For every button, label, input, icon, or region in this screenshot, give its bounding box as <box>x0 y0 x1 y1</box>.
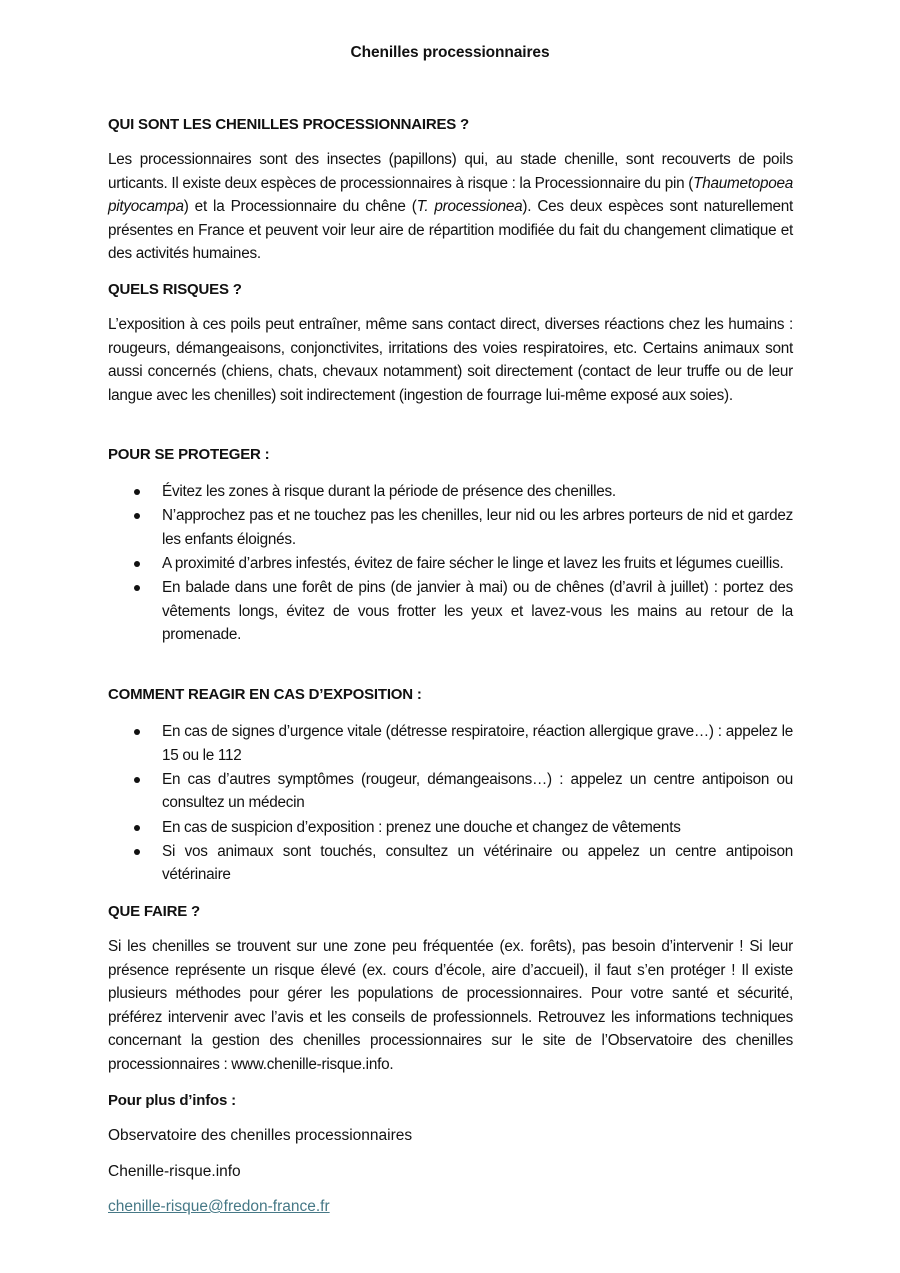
section-paragraph-risks: L’exposition à ces poils peut entraîner, même sans contact direct, diverses réactions chez les humains : rougeurs, démangeaisons, conjonctivites, irritations des voies respiratoires, etc. Certains animaux sont aussi concernés (chiens, chats, chevaux notamment) soit directement (contact de leur truffe ou de leur langue avec les chenilles) soit indirectement (ingestion de fourrage lui-même exposé aux soies). <box>108 316 793 404</box>
bullet-icon <box>134 777 140 783</box>
list-item <box>108 840 793 887</box>
bullet-icon <box>134 825 140 831</box>
list-item-text: En cas de signes d’urgence vitale (détresse respiratoire, réaction allergique grave…) : appelez le 15 ou le 112 <box>162 723 793 764</box>
bullet-icon <box>134 489 140 495</box>
list-item-text: En cas de suspicion d’exposition : prenez une douche et changez de vêtements <box>162 818 681 836</box>
list-item <box>108 768 793 815</box>
protect-list <box>108 480 793 648</box>
list-item-text: Si vos animaux sont touchés, consultez un vétérinaire ou appelez un centre antipoison vétérinaire <box>162 842 793 884</box>
document-title: Chenilles processionnaires <box>350 44 550 61</box>
list-item <box>108 552 793 576</box>
list-item-text: N’approchez pas et ne touchez pas les chenilles, leur nid ou les arbres porteurs de nid et gardez les enfants éloignés. <box>162 507 793 548</box>
list-item-text: En cas d’autres symptômes (rougeur, démangeaisons…) : appelez un centre antipoison ou consultez un médecin <box>162 770 793 812</box>
bullet-icon <box>134 849 140 855</box>
list-item <box>108 576 793 647</box>
section-heading-protect: POUR SE PROTEGER : <box>108 446 270 463</box>
section-paragraph-what-to-do: Si les chenilles se trouvent sur une zone peu fréquentée (ex. forêts), pas besoin d’intervenir ! Si leur présence représente un risque élevé (ex. cours d’école, aire d’accueil), il faut s’en protéger ! Il existe plusieurs méthodes pour gérer les populations de processionnaires. Pour votre santé et sécurité, préférez intervenir avec l’avis et les conseils de professionnels. Retrouvez les informations techniques concernant la gestion des chenilles processionnaires sur le site de l’Observatoire des chenilles processionnaires : www.chenille-risque.info. <box>108 938 793 1073</box>
more-info-heading: Pour plus d’infos : <box>108 1092 236 1109</box>
list-item-text: A proximité d’arbres infestés, évitez de faire sécher le linge et lavez les fruits et légumes cueillis. <box>162 554 784 572</box>
text-segment: ). Ces deux espèces sont naturellement présentes en France et peuvent voir leur aire de répartition modifiée du fait du changement climatique et des activités humaines. <box>108 198 794 263</box>
section-heading-risks: QUELS RISQUES ? <box>108 281 242 298</box>
email-link[interactable]: chenille-risque@fredon-france.fr <box>108 1198 330 1215</box>
section-heading-who: QUI SONT LES CHENILLES PROCESSIONNAIRES ? <box>108 116 470 133</box>
list-item <box>108 480 793 504</box>
bullet-icon <box>134 585 140 591</box>
list-item <box>108 504 793 551</box>
list-item <box>108 816 793 840</box>
species-name-oak: T. processionea <box>416 198 523 216</box>
text-segment: Les processionnaires sont des insectes (papillons) qui, au stade chenille, sont recouverts de poils urticants. Il existe deux espèces de processionnaires à risque : la Processionnaire du pin ( <box>108 151 793 192</box>
react-list <box>108 720 793 888</box>
bullet-icon <box>134 729 140 735</box>
section-heading-what-to-do: QUE FAIRE ? <box>108 903 200 920</box>
website-text: Chenille-risque.info <box>108 1163 241 1180</box>
section-heading-react: COMMENT REAGIR EN CAS D’EXPOSITION : <box>108 686 422 703</box>
text-segment: ) et la Processionnaire du chêne ( <box>183 198 417 216</box>
bullet-icon <box>134 561 140 567</box>
species-name-pine: Thaumetopoea pityocampa <box>108 174 793 216</box>
organization-name: Observatoire des chenilles processionnaires <box>108 1127 413 1144</box>
list-item-text: Évitez les zones à risque durant la période de présence des chenilles. <box>162 483 616 500</box>
list-item <box>108 720 793 767</box>
list-item-text: En balade dans une forêt de pins (de janvier à mai) ou de chênes (d’avril à juillet) : portez des vêtements longs, évitez de vous frotter les yeux et lavez-vous les mains au retour de la promenade. <box>162 579 793 644</box>
bullet-icon <box>134 513 140 519</box>
section-paragraph-who <box>108 148 793 266</box>
